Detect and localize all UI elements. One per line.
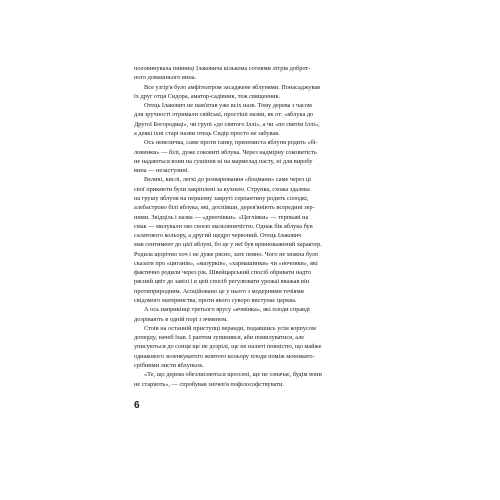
text-line: однакового зеленкуватого жовтого кольору плоди поміж моножато-	[134, 352, 315, 360]
text-line: Ось невеличка, саме проти ганку, приземиста яблуня родить «бі-	[144, 139, 318, 147]
book-page	[134, 64, 385, 389]
text-line: доперду, начеб їхав. І раптом зупинився, аби помилуватися, але	[134, 334, 305, 342]
text-line: фактично родили через рік. Швейцарський спосіб обривати надто	[134, 269, 312, 277]
text-line: Другої Богородиці», чи групі «до святого Іллі», а чи «по святім Іллі»,	[134, 120, 320, 128]
text-line: для зручності отримали свійські, простіші назви, як от: «яблука до	[134, 111, 314, 119]
text-line: уписуються до сонця ще не дозрілі, ще не налиті повністю, що майже	[134, 343, 322, 351]
text-line: не надаються вони на сушіння ні на мармелад пасту, ні для виробу	[134, 157, 313, 165]
text-line: срібними листи яблуньок.	[134, 362, 204, 369]
text-line: протиприродним. Асоційовано це у нього з модерними течіями	[134, 287, 304, 295]
paragraph	[134, 324, 385, 370]
text-line: рясний цвіт до завізі і в цей спосіб регулювати урожаї вважав він	[134, 278, 310, 286]
text-line: ними. Звідціль і назва — «дренчівки». «Цеглівки» — терпкаві на	[134, 213, 309, 221]
text-line: Великі, кислі, легкі до розварювання «боцмани» саме через ці	[144, 176, 312, 184]
paragraph	[134, 305, 385, 324]
text-line: свідомого материнства, проти якого суворо виступає церква.	[134, 297, 297, 305]
text-line: ловинки» — білі, дуже соковиті яблука. Через надмірну соковитість	[134, 148, 317, 156]
text-line: половинувала пивниці Ілаковича кількома сотнями літрів доброт-	[134, 65, 311, 72]
text-line: смак — милували око своєю мальовничістю. Однак бік яблука був	[134, 222, 313, 230]
text-line: не старіють», — спробував знічев'я пофілософствувати.	[134, 380, 284, 388]
text-line: на грушу яблуня на першому закруті серпантину родить солодкі,	[134, 194, 309, 202]
paragraph	[134, 370, 385, 389]
text-line: Все узгір'я було амфітеатром засаджене яблунями. Понасаджував	[144, 83, 321, 91]
text-line: Отець Ілакович не пам'ятав уже всіх назв. Тому дерева з часом	[144, 102, 312, 110]
page-number: 6	[134, 400, 140, 411]
text-line: Родила щорічно хоч і не дуже рясно, зате певно. Чого не можна було	[134, 250, 319, 258]
text-line: свої прикмети були закріплені за кухнею. Струнка, схожа здалека	[134, 185, 310, 193]
text-line: сказати про «циганів», «мазурків», «хармашинки» чи «ночовки», які	[134, 259, 318, 267]
text-line: ного домашнього вина.	[134, 74, 197, 82]
paragraph	[134, 175, 385, 305]
text-line: алебастрово білі яблука, які, доспівши, дерев'яніють всередині зер-	[134, 204, 315, 212]
text-line: А ось наприкінці третього ярусу «ячмінка», які плоди справді	[144, 306, 310, 314]
text-line: їх друг отця Сидора, аматор-садівник, теж священник.	[134, 92, 281, 100]
paragraph-continuation	[134, 64, 385, 83]
text-line: салатового кольору, а другий щедро червоний. Отець Ілакович	[134, 232, 302, 240]
text-line: «Те, що дерева обезлиснються щоосені, ще не означає, будім вони	[144, 371, 322, 379]
text-line: мав сентимент до цієї яблуні, бо це у неї був врівноважений характер.	[134, 241, 322, 249]
paragraph	[134, 138, 385, 175]
text-line: вина — незастулині.	[134, 167, 190, 175]
text-line: а деякі їхні старі назви отець Сидір просто не забував.	[134, 129, 280, 137]
text-line: Стоїв на останній приступці веранди, подавшись усім корпусом	[144, 324, 316, 332]
text-line: дозрівають в одній порі з ячменем.	[134, 315, 228, 323]
paragraph	[134, 83, 385, 102]
paragraph	[134, 101, 385, 138]
